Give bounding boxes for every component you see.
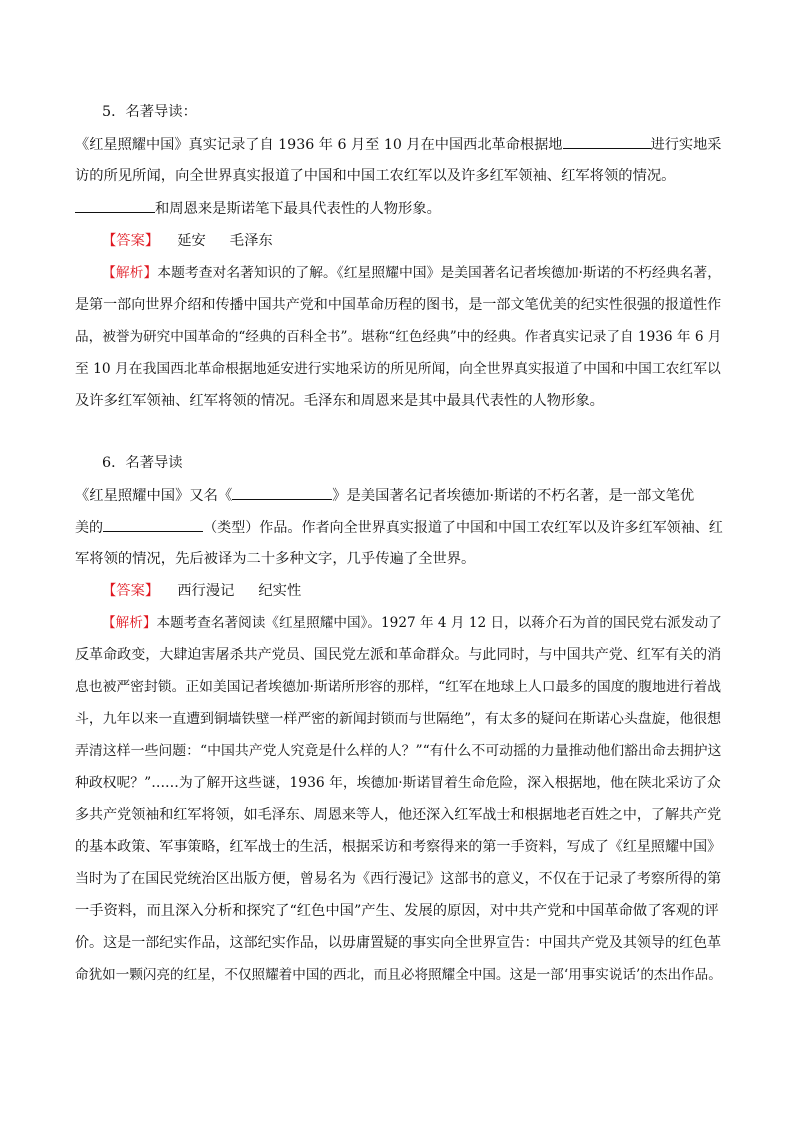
question-6-analysis-line: 息也被严密封锁。正如美国记者埃德加·斯诺所形容的那样，“红军在地球上人口最多的国度的腹地进行着战 <box>75 679 722 695</box>
question-6-analysis-line: 种政权呢？”……为了解开这些谜，1936 年，埃德加·斯诺冒着生命危险，深入根据地，他在陕北采访了众 <box>75 775 721 791</box>
question-6-analysis-line: 价。这是一部纪实作品，这部纪实作品，以毋庸置疑的事实向全世界宣告：中国共产党及其领导的红色革 <box>75 935 722 951</box>
question-6-analysis-line: 多共产党领袖和红军将领，如毛泽东、周恩来等人，他还深入红军战士和根据地老百姓之中，了解共产党 <box>75 807 722 823</box>
answer-value: 毛泽东 <box>229 233 273 249</box>
question-5-analysis-line <box>102 263 725 283</box>
answer-value: 纪实性 <box>258 583 302 599</box>
question-6-analysis-line: 弄清这样一些问题：“中国共产党人究竟是什么样的人？”“有什么不可动摇的力量推动他们豁出命去拥护这 <box>75 743 722 759</box>
question-5-text: 和周恩来是斯诺笔下最具代表性的人物形象。 <box>155 201 441 217</box>
question-5-blank-2 <box>75 198 155 213</box>
question-6-title: 6．名著导读 <box>102 455 183 471</box>
analysis-label: 【解析】 <box>102 265 158 281</box>
question-5-line-3 <box>75 198 725 219</box>
question-6-blank-2 <box>103 517 203 532</box>
question-6-text: 美的 <box>75 520 104 536</box>
question-6-text: （类型）作品。作者向全世界真实报道了中国和中国工农红军以及许多红军领袖、红 <box>203 520 723 536</box>
question-6-line-1 <box>75 485 725 506</box>
question-6-analysis-line: 的基本政策、军事策略，红军战士的生活，根据采访和考察得来的第一手资料，写成了《红星照耀中国》 <box>75 839 722 855</box>
question-6-blank-1 <box>232 485 332 500</box>
question-6-line-3: 军将领的情况，先后被译为二十多种文字，几乎传遍了全世界。 <box>75 551 476 567</box>
question-6-analysis-line <box>102 613 725 633</box>
question-5-line-1 <box>75 134 725 155</box>
question-5-analysis-line: 品，被誉为研究中国革命的“经典的百科全书”。堪称“红色经典”中的经典。作者真实记录了自 1936 年 6 月 <box>75 329 722 345</box>
answer-value: 西行漫记 <box>177 583 235 599</box>
question-6-analysis-line: 反革命政变，大肆迫害屠杀共产党员、国民党左派和革命群众。与此同时，与中国共产党、红军有关的消 <box>75 647 722 663</box>
question-6-answer <box>102 581 725 601</box>
question-5-title: 5．名著导读： <box>102 104 197 120</box>
analysis-text: 本题考查对名著知识的了解。《红星照耀中国》是美国著名记者埃德加·斯诺的不朽经典名著， <box>157 265 722 281</box>
question-5-analysis-line: 是第一部向世界介绍和传播中国共产党和中国革命历程的图书，是一部文笔优美的纪实性很强的报道性作 <box>75 297 722 313</box>
question-6-text: 《红星照耀中国》又名《 <box>75 488 233 504</box>
question-5-analysis-line: 至 10 月在我国西北革命根据地延安进行实地采访的所见所闻，向全世界真实报道了中国和中国工农红军以 <box>75 361 721 377</box>
question-5-text: 《红星照耀中国》真实记录了自 1936 年 6 月至 10 月在中国西北革命根据地 <box>75 137 563 153</box>
answer-value: 延安 <box>177 233 206 249</box>
question-6-analysis-line: 斗，九年以来一直遭到铜墙铁壁一样严密的新闻封锁而与世隔绝”，有太多的疑问在斯诺心头盘旋，他很想 <box>75 711 722 727</box>
question-6-analysis-line: 命犹如一颗闪亮的红星，不仅照耀着中国的西北，而且必将照耀全中国。这是一部‘用事实说话’的杰出作品。 <box>75 967 722 983</box>
analysis-text: 本题考查名著阅读《红星照耀中国》。1927 年 4 月 12 日，以蒋介石为首的国民党右派发动了 <box>156 615 722 631</box>
question-5-answer <box>102 231 725 251</box>
question-5-blank-1 <box>563 134 651 149</box>
question-6-analysis-line: 当时为了在国民党统治区出版方便，曾易名为《西行漫记》这部书的意义，不仅在于记录了考察所得的第 <box>75 871 722 887</box>
answer-label: 【答案】 <box>102 233 160 249</box>
answer-label: 【答案】 <box>102 583 160 599</box>
question-5-analysis-line: 及许多红军领袖、红军将领的情况。毛泽东和周恩来是其中最具代表性的人物形象。 <box>75 393 604 409</box>
question-5-line-2: 访的所见所闻，向全世界真实报道了中国和中国工农红军以及许多红军领袖、红军将领的情况。 <box>75 168 676 184</box>
question-6-text: 》是美国著名记者埃德加·斯诺的不朽名著，是一部文笔优 <box>332 488 695 504</box>
question-5-text: 进行实地采 <box>650 137 722 153</box>
analysis-label: 【解析】 <box>102 615 157 631</box>
question-6-analysis-line: 一手资料，而且深入分析和探究了“红色中国”产生、发展的原因，对中共产党和中国革命做了客观的评 <box>75 903 719 919</box>
question-6-line-2 <box>75 517 725 538</box>
